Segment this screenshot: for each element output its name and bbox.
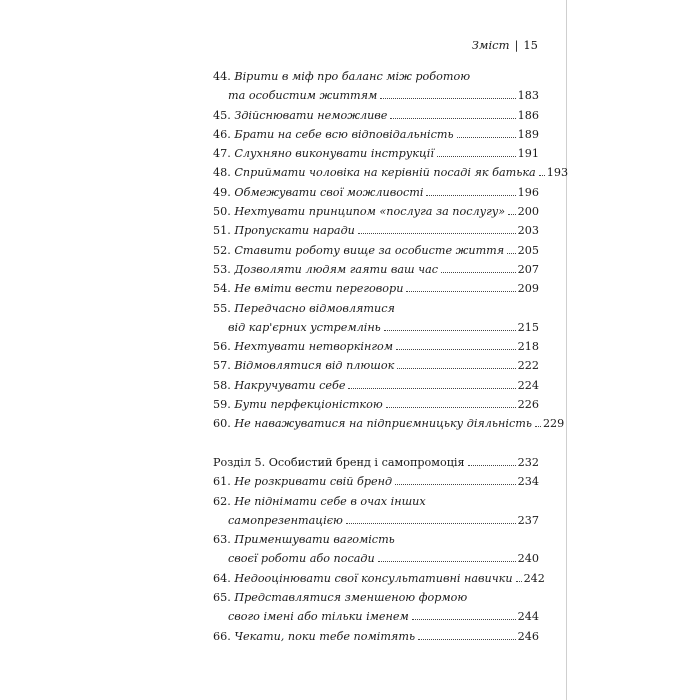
toc-entry-title: Не вміти вести переговори: [234, 282, 404, 296]
toc-entry-number: 55.: [213, 301, 231, 315]
toc-entry-line: [213, 630, 539, 649]
dot-leader: [539, 175, 545, 176]
toc-entry-number: 64.: [213, 571, 231, 585]
dot-leader: [516, 581, 522, 582]
toc-entry-page: 246: [517, 629, 539, 643]
toc-entry-page: 203: [517, 224, 539, 238]
toc-entry-page: 240: [517, 552, 539, 566]
toc-entry-line: [213, 417, 565, 436]
dot-leader: [406, 291, 515, 292]
toc-entry-title: Нехтувати принципом «послуга за послугу»: [234, 205, 506, 219]
toc-entry-page: 242: [523, 571, 545, 585]
toc-entry-line: [213, 533, 539, 552]
dot-leader: [437, 156, 516, 157]
toc-entry-title: Передчасно відмовлятися: [234, 301, 395, 315]
toc-entry-number: 66.: [213, 629, 231, 643]
toc-entry-page: 224: [517, 378, 539, 392]
toc-entry-number: 56.: [213, 340, 231, 354]
dot-leader: [418, 639, 516, 640]
toc-entry-title: Накручувати себе: [234, 378, 346, 392]
dot-leader: [348, 388, 515, 389]
toc-entry-number: 49.: [213, 185, 231, 199]
dot-leader: [358, 233, 516, 234]
toc-entry-line: [213, 379, 539, 398]
toc-entry-line: [213, 398, 539, 417]
toc-entry-number: 50.: [213, 205, 231, 219]
toc-entry-number: 46.: [213, 127, 231, 141]
toc-entry-title: Слухняно виконувати інструкції: [234, 147, 434, 161]
toc-entry-title: Брати на себе всю відповідальність: [234, 127, 454, 141]
dot-leader: [395, 484, 516, 485]
toc-entry-number: 52.: [213, 243, 231, 257]
dot-leader: [412, 619, 516, 620]
toc-entry-page: 196: [517, 185, 539, 199]
toc-entry-title: Представлятися зменшеною формою: [234, 591, 468, 605]
toc-entry-line: [213, 186, 539, 205]
toc-entry-page: 229: [542, 417, 565, 431]
toc-entry-line: [213, 591, 539, 610]
chapter-title: Розділ 5. Особистий бренд і самопромоція: [213, 455, 465, 469]
toc-entry-page: 215: [517, 320, 539, 334]
dot-leader: [468, 465, 516, 466]
dot-leader: [380, 98, 515, 99]
table-of-contents: [213, 70, 569, 649]
toc-entry-title: Не розкривати свій бренд: [234, 475, 393, 489]
toc-entry-page: 200: [517, 205, 539, 219]
toc-entry-title: свого імені або тільки іменем: [228, 610, 409, 624]
toc-entry-number: 54.: [213, 282, 231, 296]
dot-leader: [396, 349, 516, 350]
toc-entry-title: Відмовлятися від плюшок: [234, 359, 395, 373]
dot-leader: [507, 253, 515, 254]
toc-entry-title: Вірити в міф про баланс між роботою: [234, 70, 471, 83]
toc-entry-page: 226: [517, 398, 539, 412]
running-head-separator: |: [514, 38, 519, 52]
toc-entry-line: [213, 205, 539, 224]
toc-entry-line: [213, 282, 539, 301]
toc-entry-line: [213, 302, 539, 321]
dot-leader: [508, 214, 516, 215]
toc-entry-line: [213, 224, 539, 243]
toc-entry-number: 60.: [213, 417, 231, 431]
toc-entry-line: [213, 321, 539, 340]
toc-entry-number: 65.: [213, 591, 231, 605]
dot-leader: [386, 407, 516, 408]
toc-entry-line: [213, 571, 545, 591]
toc-entry-title: Дозволяти людям гаяти ваш час: [234, 262, 439, 276]
toc-entry-page: 191: [517, 147, 539, 161]
toc-entry-title: Применшувати вагомість: [234, 533, 395, 547]
dot-leader: [457, 137, 516, 138]
toc-entry-number: 44.: [213, 70, 231, 83]
toc-entry-page: 183: [517, 89, 539, 103]
toc-entry-title: Не піднімати себе в очах інших: [234, 494, 426, 508]
running-head-page-number: 15: [523, 38, 538, 52]
toc-entry-page: 244: [517, 610, 539, 624]
toc-entry-number: 63.: [213, 533, 231, 547]
toc-entry-page: 186: [517, 108, 539, 122]
toc-entry-page: 207: [517, 262, 539, 276]
dot-leader: [378, 561, 516, 562]
toc-entry-number: 62.: [213, 494, 231, 508]
toc-entry-title: Пропускати наради: [234, 224, 355, 238]
toc-entry-title: Чекати, поки тебе помітять: [234, 629, 416, 643]
dot-leader: [397, 368, 515, 369]
toc-entry-title: Нехтувати нетворкінгом: [234, 340, 393, 354]
toc-entry-title: Не наважуватися на підприємницьку діяльність: [234, 417, 532, 431]
toc-entry-page: 222: [517, 359, 539, 373]
dot-leader: [384, 330, 516, 331]
toc-entry-line: [213, 166, 569, 185]
dot-leader: [441, 272, 516, 273]
toc-entry-page: 193: [546, 166, 569, 180]
toc-entry-page: 205: [517, 243, 539, 257]
toc-entry-line: [213, 89, 539, 108]
toc-entry-page: 189: [517, 127, 539, 141]
toc-entry-line: [213, 514, 539, 533]
toc-entry-title: Здійснювати неможливе: [234, 108, 388, 122]
toc-entry-title: від кар'єрних устремлінь: [228, 320, 381, 334]
toc-entry-title: Ставити роботу вище за особисте життя: [234, 243, 505, 257]
toc-entry-number: 51.: [213, 224, 231, 238]
toc-entry-title: Недооцінювати свої консультативні навички: [234, 571, 513, 585]
toc-entry-line: [213, 244, 539, 263]
toc-entry-line: [213, 359, 539, 378]
dot-leader: [426, 195, 515, 196]
toc-entry-line: [213, 475, 539, 494]
toc-entry-number: 53.: [213, 262, 231, 276]
toc-entry-title: Сприймати чоловіка на керівній посаді як батька: [234, 166, 536, 180]
toc-entry-number: 61.: [213, 475, 231, 489]
toc-entry-line: [213, 109, 539, 128]
running-head: [472, 38, 538, 52]
toc-entry-number: 45.: [213, 108, 231, 122]
toc-entry-line: [213, 552, 539, 571]
chapter-heading: [213, 456, 539, 475]
toc-entry-page: 237: [517, 513, 539, 527]
toc-entry-line: [213, 128, 539, 147]
toc-entry-number: 58.: [213, 378, 231, 392]
toc-entry-line: [213, 70, 539, 89]
toc-entry-number: 59.: [213, 398, 231, 412]
toc-entry-line: [213, 147, 539, 166]
dot-leader: [535, 426, 541, 427]
toc-entry-number: 57.: [213, 359, 231, 373]
section-gap: [213, 437, 539, 456]
toc-entry-page: 209: [517, 282, 539, 296]
toc-entry-title: Обмежувати свої можливості: [234, 185, 424, 199]
dot-leader: [346, 523, 516, 524]
toc-entry-line: [213, 495, 539, 514]
chapter-page: 232: [517, 455, 539, 469]
toc-entry-line: [213, 263, 539, 282]
toc-entry-title: самопрезентацією: [228, 513, 343, 527]
running-head-title: Зміст: [471, 38, 510, 52]
toc-entry-title: та особистим життям: [228, 89, 378, 103]
toc-entry-number: 48.: [213, 166, 231, 180]
toc-entry-line: [213, 340, 539, 359]
toc-entry-line: [213, 610, 539, 629]
toc-entry-title: своєї роботи або посади: [228, 552, 375, 566]
dot-leader: [390, 118, 515, 119]
toc-entry-number: 47.: [213, 147, 231, 161]
toc-entry-page: 218: [517, 340, 539, 354]
toc-entry-page: 234: [517, 475, 539, 489]
toc-entry-title: Бути перфекціоністкою: [234, 398, 383, 412]
